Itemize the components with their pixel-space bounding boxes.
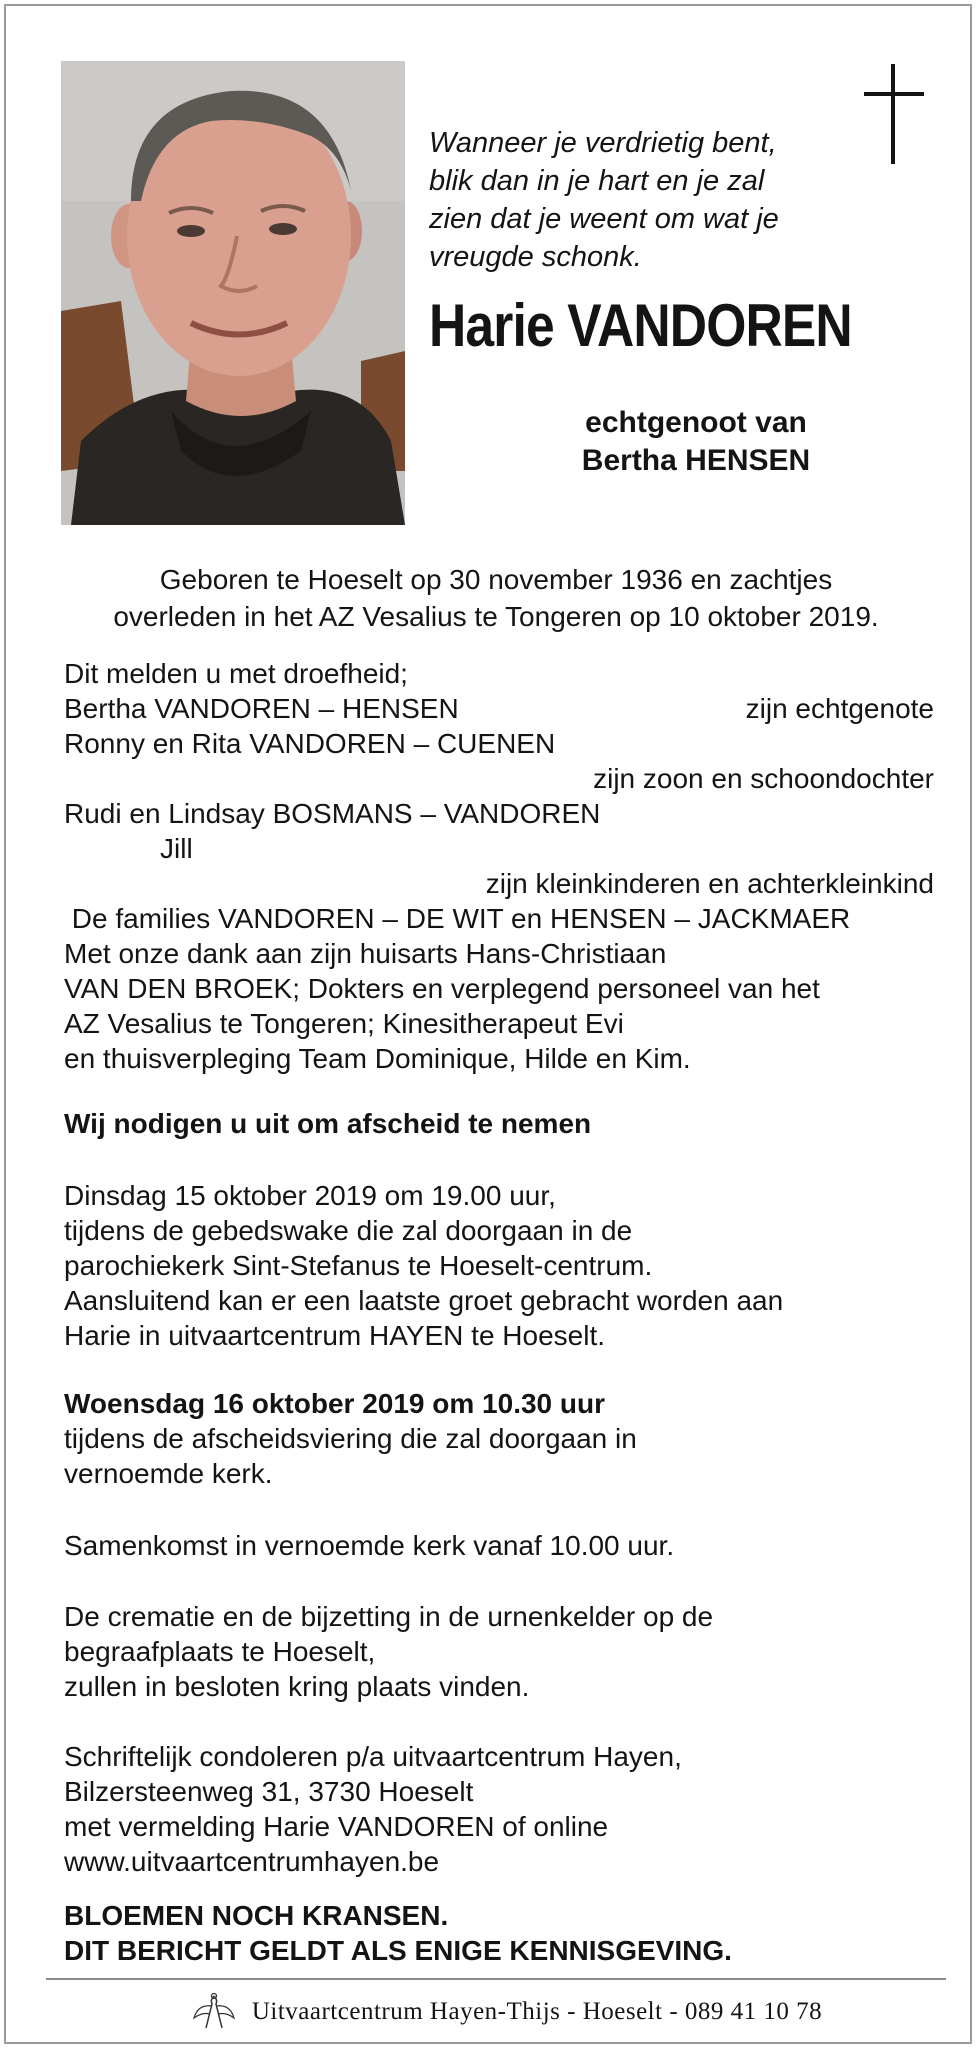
service-details bbox=[64, 1386, 934, 1491]
family-announcement bbox=[64, 656, 934, 1076]
service-heading: Woensdag 16 oktober 2019 om 10.30 uur bbox=[64, 1388, 606, 1419]
announcement-intro bbox=[64, 656, 934, 691]
condolence-line: Bilzersteenweg 31, 3730 Hoeselt bbox=[64, 1776, 474, 1807]
wake-line: parochiekerk Sint-Stefanus te Hoeselt-centrum. bbox=[64, 1250, 653, 1281]
gathering-info: Samenkomst in vernoemde kerk vanaf 10.00 uur. bbox=[64, 1530, 675, 1561]
portrait-photo bbox=[61, 61, 405, 525]
relative-row bbox=[64, 796, 934, 831]
wake-line: Dinsdag 15 oktober 2019 om 19.00 uur, bbox=[64, 1180, 556, 1211]
relative-row bbox=[64, 831, 934, 866]
thanks-line: en thuisverpleging Team Dominique, Hilde en Kim. bbox=[64, 1043, 691, 1074]
footer-text: Uitvaartcentrum Hayen-Thijs - Hoeselt - 089 41 10 78 bbox=[251, 1998, 823, 2025]
closing-notice bbox=[64, 1899, 934, 1969]
closing-line: DIT BERICHT GELDT ALS ENIGE KENNISGEVING. bbox=[64, 1935, 732, 1966]
relative-row bbox=[64, 761, 934, 796]
cremation-info bbox=[64, 1599, 934, 1704]
condolence-line: met vermelding Harie VANDOREN of online bbox=[64, 1811, 609, 1842]
relative-name: Ronny en Rita VANDOREN – CUENEN bbox=[64, 728, 556, 759]
memorial-quote bbox=[429, 124, 849, 276]
birth-line: Geboren te Hoeselt op 30 november 1936 en zachtjes bbox=[159, 564, 833, 595]
deceased-name: Harie VANDOREN bbox=[429, 292, 852, 359]
service-line: vernoemde kerk. bbox=[64, 1458, 273, 1489]
thanks-line: VAN DEN BROEK; Dokters en verplegend personeel van het bbox=[64, 973, 820, 1004]
spouse-block bbox=[486, 404, 906, 480]
quote-line: Wanneer je verdrietig bent, bbox=[429, 127, 777, 159]
relative-name: Jill bbox=[160, 833, 193, 864]
cremation-line: zullen in besloten kring plaats vinden. bbox=[64, 1671, 530, 1702]
angel-logo-icon bbox=[190, 1992, 238, 2032]
relative-row bbox=[64, 691, 934, 726]
condolence-url: www.uitvaartcentrumhayen.be bbox=[64, 1846, 440, 1877]
quote-line: vreugde schonk. bbox=[429, 241, 642, 273]
relation-label: echtgenoot van bbox=[585, 406, 807, 439]
relative-relation: zijn echtgenote bbox=[745, 693, 934, 724]
closing-line: BLOEMEN NOCH KRANSEN. bbox=[64, 1900, 449, 1931]
relative-relation: zijn kleinkinderen en achterkleinkind bbox=[485, 868, 934, 899]
quote-line: zien dat je weent om wat je bbox=[429, 203, 779, 235]
condolence-info bbox=[64, 1739, 934, 1879]
thanks-line: Met onze dank aan zijn huisarts Hans-Christiaan bbox=[64, 938, 667, 969]
relative-name: Bertha VANDOREN – HENSEN bbox=[64, 693, 459, 724]
obituary-notice bbox=[4, 4, 972, 2044]
families-line bbox=[64, 901, 934, 936]
wake-line: tijdens de gebedswake die zal doorgaan in de bbox=[64, 1215, 633, 1246]
families-text: De families VANDOREN – DE WIT en HENSEN – JACKMAER bbox=[64, 903, 851, 934]
spouse-name: Bertha HENSEN bbox=[581, 444, 811, 477]
funeral-home-footer bbox=[126, 1990, 886, 2034]
cremation-line: De crematie en de bijzetting in de urnenkelder op de bbox=[64, 1601, 714, 1632]
relative-name: Rudi en Lindsay BOSMANS – VANDOREN bbox=[64, 798, 601, 829]
relative-relation: zijn zoon en schoondochter bbox=[593, 763, 934, 794]
cross-icon bbox=[864, 64, 924, 164]
relative-row bbox=[64, 726, 934, 761]
birth-death-info bbox=[46, 561, 946, 635]
footer-divider bbox=[46, 1978, 946, 1980]
wake-line: Harie in uitvaartcentrum HAYEN te Hoeselt. bbox=[64, 1320, 606, 1351]
relative-row bbox=[64, 866, 934, 901]
cremation-line: begraafplaats te Hoeselt, bbox=[64, 1636, 376, 1667]
intro-text: Dit melden u met droefheid; bbox=[64, 658, 408, 689]
wake-details bbox=[64, 1178, 934, 1353]
thanks-line: AZ Vesalius te Tongeren; Kinesitherapeut Evi bbox=[64, 1008, 624, 1039]
service-line: tijdens de afscheidsviering die zal doorgaan in bbox=[64, 1423, 637, 1454]
wake-line: Aansluitend kan er een laatste groet gebracht worden aan bbox=[64, 1285, 784, 1316]
death-line: overleden in het AZ Vesalius te Tongeren op 10 oktober 2019. bbox=[113, 601, 879, 632]
condolence-line: Schriftelijk condoleren p/a uitvaartcentrum Hayen, bbox=[64, 1741, 682, 1772]
invitation-heading: Wij nodigen u uit om afscheid te nemen bbox=[64, 1108, 592, 1139]
quote-line: blik dan in je hart en je zal bbox=[429, 165, 765, 197]
